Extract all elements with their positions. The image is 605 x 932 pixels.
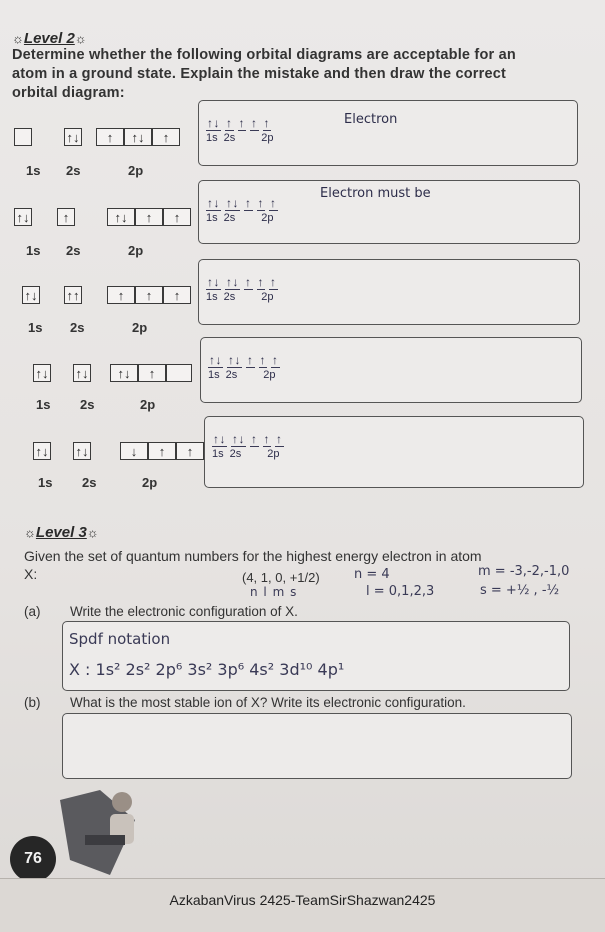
hw-orbital-arrows	[212, 432, 288, 447]
hw-orbital-labels	[206, 291, 274, 303]
orbital-box-2p: ↑	[107, 286, 135, 304]
orbital-box-2p: ↑	[163, 286, 191, 304]
label-1s: 1s	[26, 243, 41, 258]
footer-credit: AzkabanVirus 2425-TeamSirShazwan2425	[169, 892, 436, 908]
hw-arrow: ↑↓	[232, 432, 245, 446]
orbital-box-2p: ↑	[176, 442, 204, 460]
hw-orbital-label: 2s	[229, 448, 242, 460]
hw-orbital-arrows	[206, 116, 275, 131]
hw-arrow: ↑	[257, 196, 264, 210]
hw-orbital-label: 1s	[208, 369, 220, 381]
hw-s-values: s = +½ , -½	[480, 583, 560, 598]
orbital-box-2s: ↑↓	[73, 364, 91, 382]
hw-orbital-labels	[206, 132, 274, 144]
page-number: 76	[24, 850, 42, 867]
hw-orbital-label: 2p	[261, 132, 274, 144]
hw-arrow: ↑↓	[209, 353, 222, 367]
page-number-badge	[10, 836, 56, 882]
label-2p: 2p	[132, 320, 148, 335]
hw-arrow: ↑↓	[207, 196, 220, 210]
orbital-box-2p: ↑	[135, 286, 163, 304]
quantum-numbers: (4, 1, 0, +1/2)	[242, 570, 320, 585]
hw-n-value: n = 4	[354, 567, 390, 582]
hw-explanation: Electron	[344, 112, 398, 127]
label-2s: 2s	[70, 320, 85, 335]
label-2p: 2p	[128, 243, 144, 258]
orbital-box-2p: ↑↓	[107, 208, 135, 226]
orbital-box-2s: ↑	[57, 208, 75, 226]
reader-illustration	[40, 780, 160, 890]
hw-arrow: ↑↓	[207, 275, 220, 289]
sun-icon: ☼	[24, 525, 36, 540]
hw-orbital-labels	[206, 212, 274, 224]
hw-orbital-label: 2p	[263, 369, 276, 381]
hw-orbital-label: 2p	[261, 291, 274, 303]
hw-l-values: l = 0,1,2,3	[366, 584, 435, 599]
hw-orbital-label: 1s	[206, 132, 218, 144]
hw-arrow: ↑	[270, 275, 277, 289]
orbital-box-2p: ↓	[120, 442, 148, 460]
hw-arrow: ↑↓	[226, 196, 239, 210]
answer-a-box[interactable]	[62, 621, 570, 691]
orbital-box-1s: ↑↓	[14, 208, 32, 226]
answer-b-box[interactable]	[62, 713, 572, 779]
orbital-box-2s: ↑↓	[73, 442, 91, 460]
label-2p: 2p	[140, 397, 156, 412]
orbital-box-2p: ↑	[163, 208, 191, 226]
level3-heading	[24, 524, 99, 542]
orbital-box-2p: ↑↓	[110, 364, 138, 382]
orbital-box-1s: ↑↓	[22, 286, 40, 304]
label-2s: 2s	[80, 397, 95, 412]
hw-arrow: ↑	[259, 353, 266, 367]
hw-orbital-label: 2s	[223, 212, 236, 224]
hw-orbital-arrows	[206, 196, 282, 211]
hw-arrow: ↑	[245, 196, 252, 210]
label-2p: 2p	[128, 163, 144, 178]
orbital-box-2p: ↑	[138, 364, 166, 382]
hw-quantum-letters: n l m s	[250, 585, 298, 599]
orbital-box-1s	[14, 128, 32, 146]
hw-orbital-arrows	[206, 275, 282, 290]
level2-title: Level 2	[23, 30, 75, 47]
orbital-box-1s: ↑↓	[33, 364, 51, 382]
label-2s: 2s	[66, 243, 81, 258]
hw-arrow: ↑	[226, 116, 233, 130]
label-2s: 2s	[66, 163, 81, 178]
hw-arrow: ↑	[247, 353, 254, 367]
given-text: Given the set of quantum numbers for the highest energy electron in atom	[24, 548, 482, 564]
orbital-box-2p: ↑↓	[124, 128, 152, 146]
hw-orbital-label: 1s	[206, 291, 218, 303]
label-2s: 2s	[82, 475, 97, 490]
hw-arrow: ↑↓	[228, 353, 241, 367]
orbital-box-1s: ↑↓	[33, 442, 51, 460]
hw-arrow: ↑	[276, 432, 283, 446]
hw-arrow: ↑↓	[213, 432, 226, 446]
orbital-box-2s: ↑↑	[64, 286, 82, 304]
orbital-box-2p: ↑	[148, 442, 176, 460]
orbital-box-2p: ↑	[135, 208, 163, 226]
hw-arrow: ↑	[263, 432, 270, 446]
hw-orbital-labels	[208, 369, 276, 381]
hw-orbital-arrows	[208, 353, 284, 368]
question-a-label: (a)	[24, 604, 41, 619]
hw-arrow: ↑	[245, 275, 252, 289]
hw-orbital-label: 2p	[261, 212, 274, 224]
hw-arrow: ↑	[251, 432, 258, 446]
hw-arrow: ↑	[270, 196, 277, 210]
hw-spdf-heading: Spdf notation	[69, 630, 171, 648]
hw-orbital-label: 1s	[212, 448, 224, 460]
atom-x-label: X:	[24, 566, 38, 582]
hw-m-values: m = -3,-2,-1,0	[478, 564, 570, 579]
hw-arrow: ↑	[238, 116, 245, 130]
hw-explanation: Electron must be	[320, 186, 431, 201]
hw-arrow: ↑	[263, 116, 270, 130]
instruction-line: atom in a ground state. Explain the mistake and then draw the correct	[12, 66, 507, 82]
hw-orbital-label: 1s	[206, 212, 218, 224]
question-b-text: What is the most stable ion of X? Write its electronic configuration.	[70, 695, 466, 710]
instruction-line: orbital diagram:	[12, 85, 125, 101]
orbital-box-2s: ↑↓	[64, 128, 82, 146]
hw-arrow: ↑	[251, 116, 258, 130]
hw-arrow: ↑	[272, 353, 279, 367]
label-1s: 1s	[28, 320, 43, 335]
question-a-text: Write the electronic configuration of X.	[70, 604, 298, 619]
hw-orbital-label: 2p	[267, 448, 280, 460]
question-b-label: (b)	[24, 695, 41, 710]
instruction-line: Determine whether the following orbital diagrams are acceptable for an	[12, 47, 516, 63]
hw-arrow: ↑	[257, 275, 264, 289]
hw-configuration: X : 1s² 2s² 2p⁶ 3s² 3p⁶ 4s² 3d¹⁰ 4p¹	[69, 660, 345, 679]
instructions	[12, 46, 597, 103]
orbital-box-2p: ↑	[96, 128, 124, 146]
sun-icon: ☼	[12, 31, 24, 46]
label-1s: 1s	[38, 475, 53, 490]
hw-orbital-label: 2s	[225, 369, 238, 381]
orbital-box-2p	[166, 364, 192, 382]
sun-icon: ☼	[86, 525, 99, 540]
label-1s: 1s	[36, 397, 51, 412]
hw-arrow: ↑↓	[226, 275, 239, 289]
hw-arrow: ↑↓	[207, 116, 220, 130]
hw-orbital-label: 2s	[223, 132, 236, 144]
orbital-box-2p: ↑	[152, 128, 180, 146]
hw-orbital-label: 2s	[223, 291, 236, 303]
level3-title: Level 3	[35, 524, 87, 541]
hw-orbital-labels	[212, 448, 280, 460]
sun-icon: ☼	[74, 31, 87, 46]
label-1s: 1s	[26, 163, 41, 178]
label-2p: 2p	[142, 475, 158, 490]
